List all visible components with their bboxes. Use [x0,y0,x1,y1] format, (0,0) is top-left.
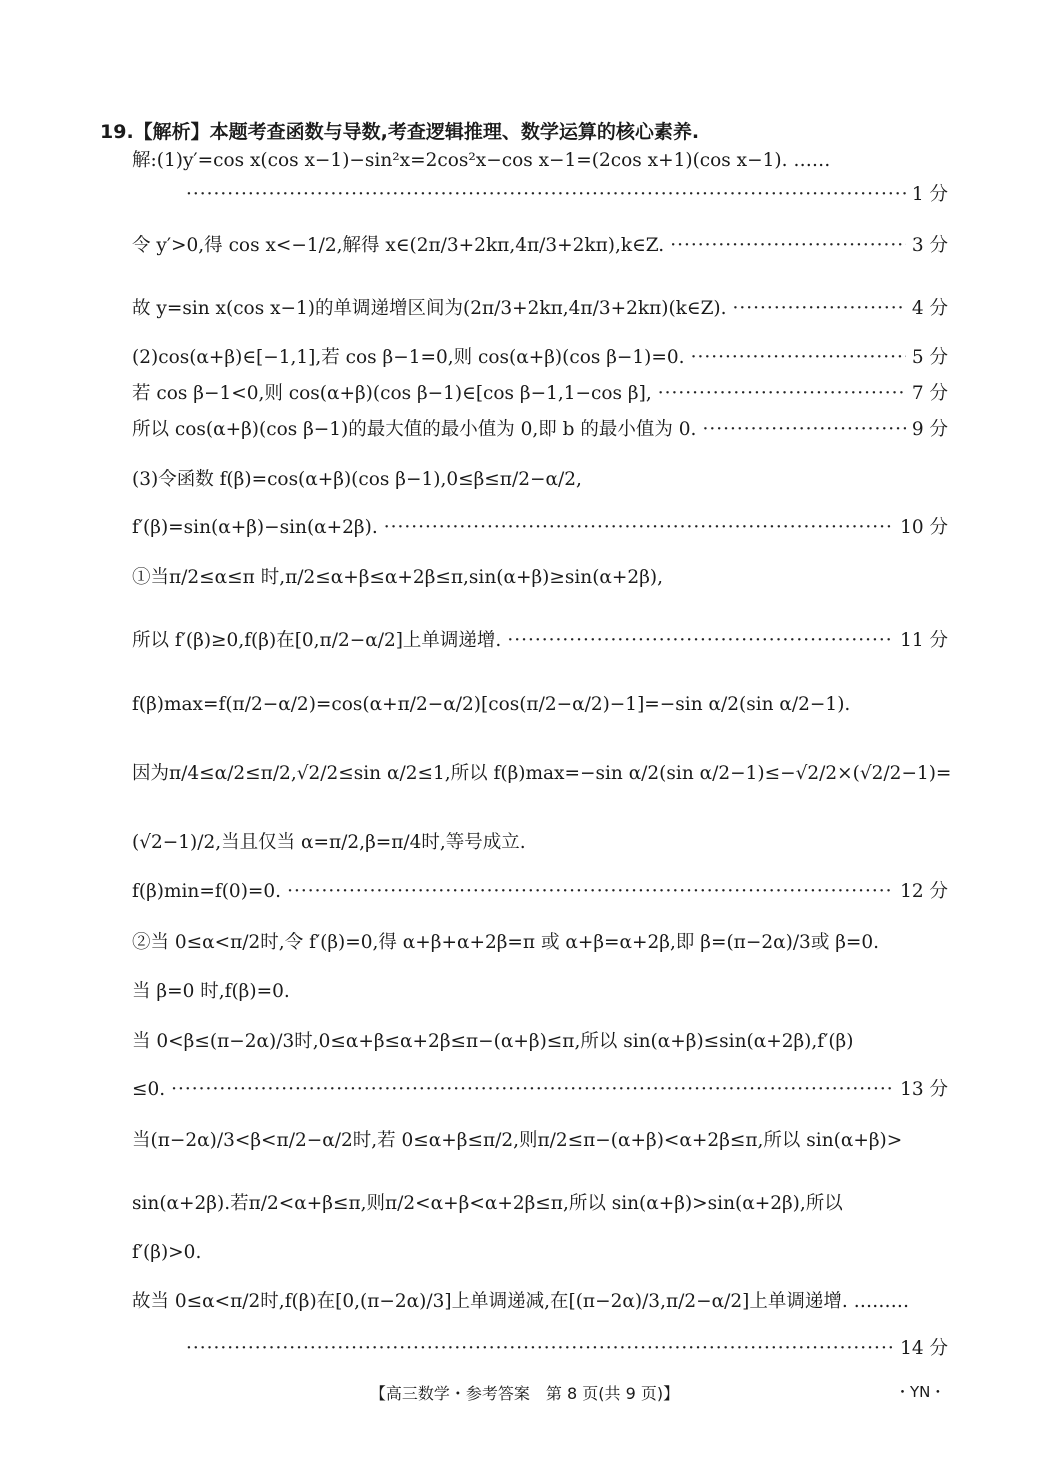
solution-line [180,184,948,206]
score-label: 11 分 [900,630,948,651]
score-label: 7 分 [911,383,948,404]
solution-line [132,832,948,854]
score-label: 5 分 [911,347,948,368]
dot-leader [384,517,894,539]
line-text: 当 0<β≤(π−2α)/3时,0≤α+β≤α+2β≤π−(α+β)≤π,所以 sin(α+β)≤sin(α+2β),f′(β) [132,1031,854,1052]
solution-line [132,235,948,257]
score-label: 12 分 [900,881,948,902]
dot-leader [670,235,906,257]
score-label: 10 分 [900,517,948,538]
line-text: 故 y=sin x(cos x−1)的单调递增区间为(2π/3+2kπ,4π/3+2kπ)(k∈Z). [132,298,727,319]
solution-line [132,881,948,903]
dot-leader [186,184,906,206]
line-text: sin(α+2β).若π/2<α+β≤π,则π/2<α+β<α+2β≤π,所以 sin(α+β)>sin(α+2β),所以 [132,1193,843,1214]
line-text: (√2−1)/2,当且仅当 α=π/2,β=π/4时,等号成立. [132,832,526,853]
solution-line [132,1242,948,1264]
score-label: 3 分 [911,235,948,256]
dot-leader [658,383,906,405]
solution-line [132,981,948,1003]
line-text: ≤0. [132,1079,166,1100]
line-text: 当(π−2α)/3<β<π/2−α/2时,若 0≤α+β≤π/2,则π/2≤π−(α+β)<α+2β≤π,所以 sin(α+β)> [132,1130,903,1151]
line-text: 解:(1)y′=cos x(cos x−1)−sin²x=2cos²x−cos x−1=(2cos x+1)(cos x−1). …… [132,150,831,171]
solution-line [132,469,948,491]
dot-leader [733,298,906,320]
solution-line [132,150,948,172]
solution-line [132,694,948,716]
solution-line [132,567,948,589]
solution-line [132,1130,948,1152]
score-label: 9 分 [911,419,948,440]
line-text: ①当π/2≤α≤π 时,π/2≤α+β≤α+2β≤π,sin(α+β)≥sin(α+2β), [132,567,663,588]
solution-line [132,517,948,539]
solution-line [132,419,948,441]
dot-leader [186,1338,894,1360]
solution-line [132,298,948,320]
line-text: 故当 0≤α<π/2时,f(β)在[0,(π−2α)/3]上单调递减,在[(π−2α)/3,π/2−α/2]上单调递增. ……… [132,1291,910,1312]
line-text: f′(β)>0. [132,1242,202,1263]
line-text: ②当 0≤α<π/2时,令 f′(β)=0,得 α+β+α+2β=π 或 α+β=α+2β,即 β=(π−2α)/3或 β=0. [132,932,880,953]
dot-leader [287,881,894,903]
score-label: 1 分 [911,184,948,205]
line-text: f′(β)=sin(α+β)−sin(α+2β). [132,517,378,538]
dot-leader [171,1079,894,1101]
dot-leader [507,630,894,652]
solution-line [132,347,948,369]
dot-leader [702,419,905,441]
dot-leader [691,347,906,369]
score-label: 4 分 [911,298,948,319]
line-text: f(β)max=f(π/2−α/2)=cos(α+π/2−α/2)[cos(π/2−α/2)−1]=−sin α/2(sin α/2−1). [132,694,851,715]
solution-line [132,630,948,652]
score-label: 14 分 [900,1338,948,1359]
solution-line [132,1031,948,1053]
line-text: (3)令函数 f(β)=cos(α+β)(cos β−1),0≤β≤π/2−α/2, [132,469,582,490]
line-text: 若 cos β−1<0,则 cos(α+β)(cos β−1)∈[cos β−1,1−cos β], [132,383,652,404]
solution-line [132,1193,948,1215]
footer-mark: ・YN・ [895,1383,946,1401]
page-footer: 【高三数学・参考答案 第 8 页(共 9 页)】 [369,1384,680,1403]
line-text: 所以 f′(β)≥0,f(β)在[0,π/2−α/2]上单调递增. [132,630,502,651]
line-text: 当 β=0 时,f(β)=0. [132,981,290,1002]
score-label: 13 分 [900,1079,948,1100]
solution-line [132,1079,948,1101]
solution-line [180,1338,948,1360]
solution-line [132,763,952,785]
line-text: (2)cos(α+β)∈[−1,1],若 cos β−1=0,则 cos(α+β)(cos β−1)=0. [132,347,685,368]
line-text: 因为π/4≤α/2≤π/2,√2/2≤sin α/2≤1,所以 f(β)max=−sin α/2(sin α/2−1)≤−√2/2×(√2/2−1)= [132,763,952,784]
line-text: f(β)min=f(0)=0. [132,881,282,902]
solution-line [132,1291,948,1313]
solution-line [132,932,948,954]
solution-line [132,383,948,405]
problem-heading: 19.【解析】本题考查函数与导数,考查逻辑推理、数学运算的核心素养. [100,121,700,143]
line-text: 所以 cos(α+β)(cos β−1)的最大值的最小值为 0,即 b 的最小值为 0. [132,419,697,440]
line-text: 令 y′>0,得 cos x<−1/2,解得 x∈(2π/3+2kπ,4π/3+2kπ),k∈Z. [132,235,665,256]
